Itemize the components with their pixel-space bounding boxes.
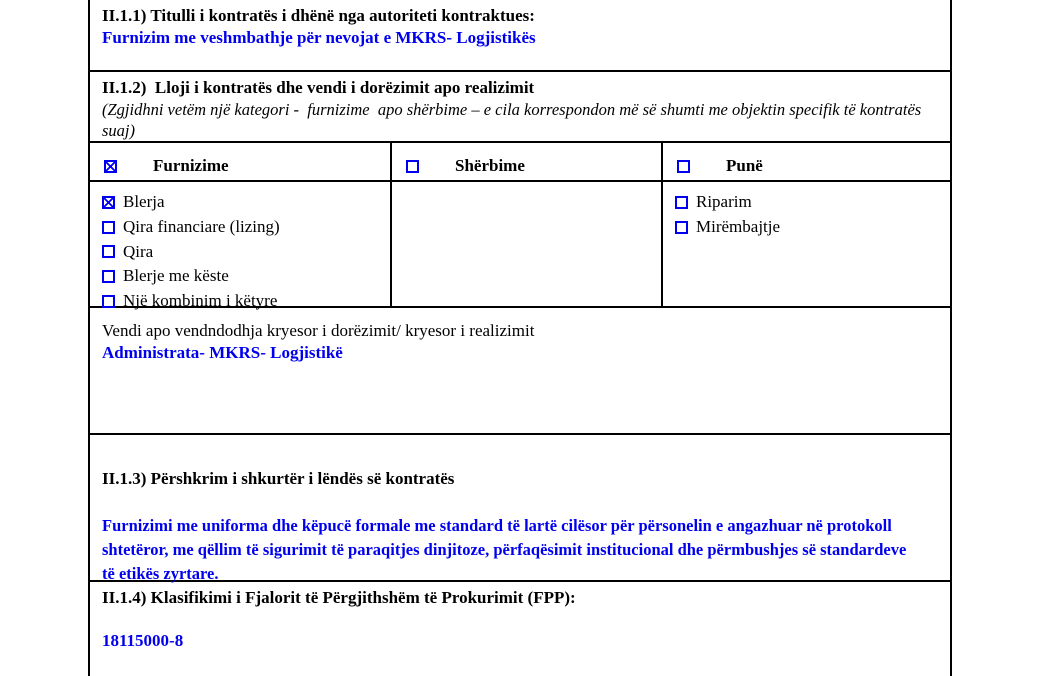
section-ii-1-3-title: II.1.3) Përshkrim i shkurtër i lëndës së kontratës — [102, 469, 455, 488]
option-qira — [102, 240, 390, 265]
type-header-furnizime-label: Furnizime — [153, 156, 229, 175]
checkbox-mirembajtje[interactable] — [675, 221, 688, 234]
checkbox-qira-financiare[interactable] — [102, 221, 115, 234]
section-ii-1-2-title: II.1.2) Lloji i kontratës dhe vendi i dorëzimit apo realizimit — [102, 78, 535, 97]
sherbime-options-empty-cell — [392, 182, 663, 306]
checkbox-blerje-me-keste[interactable] — [102, 270, 115, 283]
option-mirembajtje-label: Mirëmbajtje — [696, 216, 781, 236]
delivery-location-value: Administrata- MKRS- Logjistikë — [102, 343, 343, 362]
delivery-location-section — [90, 308, 950, 435]
pune-options — [663, 182, 950, 306]
option-qira-label: Qira — [123, 241, 154, 261]
option-blerja — [102, 190, 390, 215]
option-riparim — [675, 190, 950, 215]
option-mirembajtje — [675, 215, 950, 240]
checkbox-blerja[interactable] — [102, 196, 115, 209]
contract-notice-form-table — [88, 0, 952, 676]
type-header-sherbime-label: Shërbime — [455, 156, 525, 175]
contract-description-value: Furnizimi me uniforma dhe këpucë formale me standard të lartë cilësor për përsonelin e angazhuar në protokoll shtetëror, me qëllim të sigurimit të paraqitjes dinjitoze, përfaqësimit institucional dhe përmbushjes së standardeve të etikës zyrtare. — [102, 516, 907, 583]
section-ii-1-4 — [90, 582, 950, 676]
category-instruction-note: (Zgjidhni vetëm një kategori - furnizime apo shërbime – e cila korrespondon më së shumti me objektin specifik të kontratës suaj) — [102, 100, 926, 140]
option-blerje-me-keste-label: Blerje me këste — [123, 266, 229, 286]
section-ii-1-2 — [90, 72, 950, 143]
option-blerje-me-keste — [102, 264, 390, 289]
option-qira-financiare-label: Qira financiare (lizing) — [123, 216, 280, 236]
type-header-furnizime — [90, 143, 392, 180]
type-header-sherbime — [392, 143, 663, 180]
contract-title-value: Furnizim me veshmbathje për nevojat e MKRS- Logjistikës — [102, 28, 536, 47]
contract-type-header-row — [90, 143, 950, 182]
checkbox-sherbime[interactable] — [406, 160, 419, 173]
option-qira-financiare — [102, 215, 390, 240]
furnizime-options — [90, 182, 392, 311]
section-ii-1-3 — [90, 435, 950, 582]
section-ii-1-1 — [90, 0, 950, 72]
checkbox-qira[interactable] — [102, 245, 115, 258]
option-riparim-label: Riparim — [696, 192, 752, 211]
section-ii-1-4-title: II.1.4) Klasifikimi i Fjalorit të Përgjithshëm të Prokurimit (FPP): — [102, 588, 576, 607]
type-header-pune — [663, 143, 950, 180]
checkbox-nje-kombinim[interactable] — [102, 295, 115, 308]
option-blerja-label: Blerja — [123, 192, 165, 211]
delivery-location-label: Vendi apo vendndodhja kryesor i dorëzimit/ kryesor i realizimit — [102, 321, 535, 340]
option-nje-kombinim-label: Një kombinim i këtyre — [123, 291, 278, 311]
checkbox-riparim[interactable] — [675, 196, 688, 209]
section-ii-1-1-title: II.1.1) Titulli i kontratës i dhënë nga autoriteti kontraktues: — [102, 6, 535, 25]
cpv-code-value: 18115000-8 — [102, 631, 184, 650]
contract-type-options-row — [90, 182, 950, 311]
checkbox-pune[interactable] — [677, 160, 690, 173]
type-header-pune-label: Punë — [726, 156, 763, 175]
checkbox-furnizime[interactable] — [104, 160, 117, 173]
